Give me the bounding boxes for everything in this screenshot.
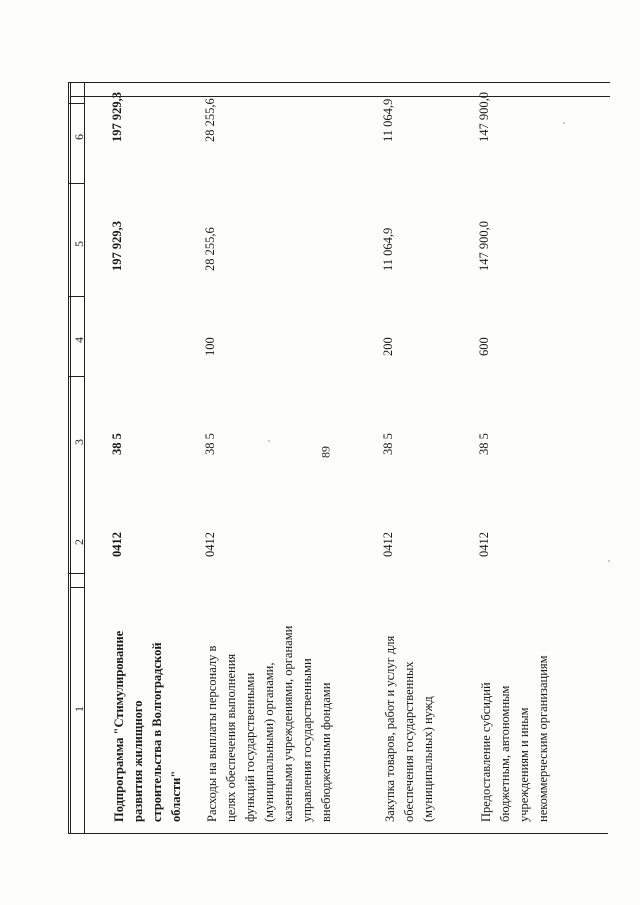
row-expense-type: 200: [381, 337, 395, 356]
header-sep: [68, 296, 85, 297]
row-name-line: целях обеспечения выполнения: [224, 653, 238, 822]
row-name-line: казенными учреждениями, органами: [281, 625, 295, 822]
row-amount-5: 147 900,0: [477, 221, 491, 271]
row-expense-type: 100: [203, 337, 217, 356]
row-amount-5: 11 064,9: [381, 227, 395, 271]
header-sep: [68, 573, 85, 574]
row-target: 38 5: [203, 433, 217, 455]
header-top: [68, 82, 608, 83]
row-name-line: Расходы на выплаты персоналу в: [205, 645, 219, 822]
row-name-line: бюджетным, автономным: [498, 685, 512, 822]
scan-speck: [268, 440, 270, 442]
header-sep: [68, 376, 85, 377]
row-target: 38 5: [477, 433, 491, 455]
header-sep: [68, 103, 85, 104]
row-target: 38 5: [381, 433, 395, 455]
scan-speck: [608, 560, 610, 562]
row-amount-5: 197 929,3: [110, 221, 124, 271]
header-sep: [68, 183, 85, 184]
row-name-line: (муниципальных) нужд: [421, 696, 435, 822]
row-amount-6: 197 929,3: [110, 92, 124, 142]
scan-speck: [563, 122, 565, 124]
row-amount-6: 11 064,9: [381, 98, 395, 142]
row-name-line: Предоставление субсидий: [479, 682, 493, 822]
row-name-line: обеспечения государственных: [402, 661, 416, 822]
row-name-line: развития жилищного: [131, 700, 145, 822]
table-left-rule: [70, 82, 71, 834]
row-target: 38 5: [110, 433, 124, 455]
row-name-line: управления государственными: [300, 658, 314, 822]
page-number: 89: [318, 446, 333, 458]
row-name-line: (муниципальными) органами,: [262, 662, 276, 822]
header-col-6: 6: [72, 134, 86, 140]
row-amount-6: 28 255,6: [203, 98, 217, 142]
header-bottom-rule: [70, 96, 610, 97]
header-sep-1-2: [70, 587, 84, 588]
row-name-line: функций государственными: [243, 672, 257, 822]
header-col-1: 1: [72, 706, 86, 712]
row-section: 0412: [203, 532, 217, 557]
header-col-5: 5: [72, 241, 86, 247]
table-bottom: [68, 833, 608, 834]
header-rule-outer: [68, 82, 69, 834]
row-name: [110, 631, 186, 822]
row-expense-type: 600: [477, 337, 491, 356]
row-amount-5: 28 255,6: [203, 227, 217, 271]
row-name: [381, 636, 438, 822]
row-name-line: области": [169, 770, 183, 822]
row-section: 0412: [477, 532, 491, 557]
row-name: [477, 655, 553, 822]
row-name-line: Закупка товаров, работ и услуг для: [383, 635, 397, 822]
header-col-2: 2: [72, 539, 86, 545]
header-col-4: 4: [72, 337, 86, 343]
row-name: [203, 626, 336, 822]
header-rule-inner: [84, 82, 85, 834]
row-name-line: строительства в Волгоградской: [150, 642, 164, 822]
header-col-3: 3: [72, 439, 86, 445]
row-name-line: Подпрограмма "Стимулирование: [112, 630, 126, 822]
row-name-line: учреждениям и иным: [517, 707, 531, 822]
row-name-line: некоммерческим организациям: [536, 655, 550, 822]
row-name-line: внебюджетными фондами: [319, 682, 333, 822]
row-section: 0412: [110, 532, 124, 557]
row-amount-6: 147 900,0: [477, 92, 491, 142]
row-section: 0412: [381, 532, 395, 557]
